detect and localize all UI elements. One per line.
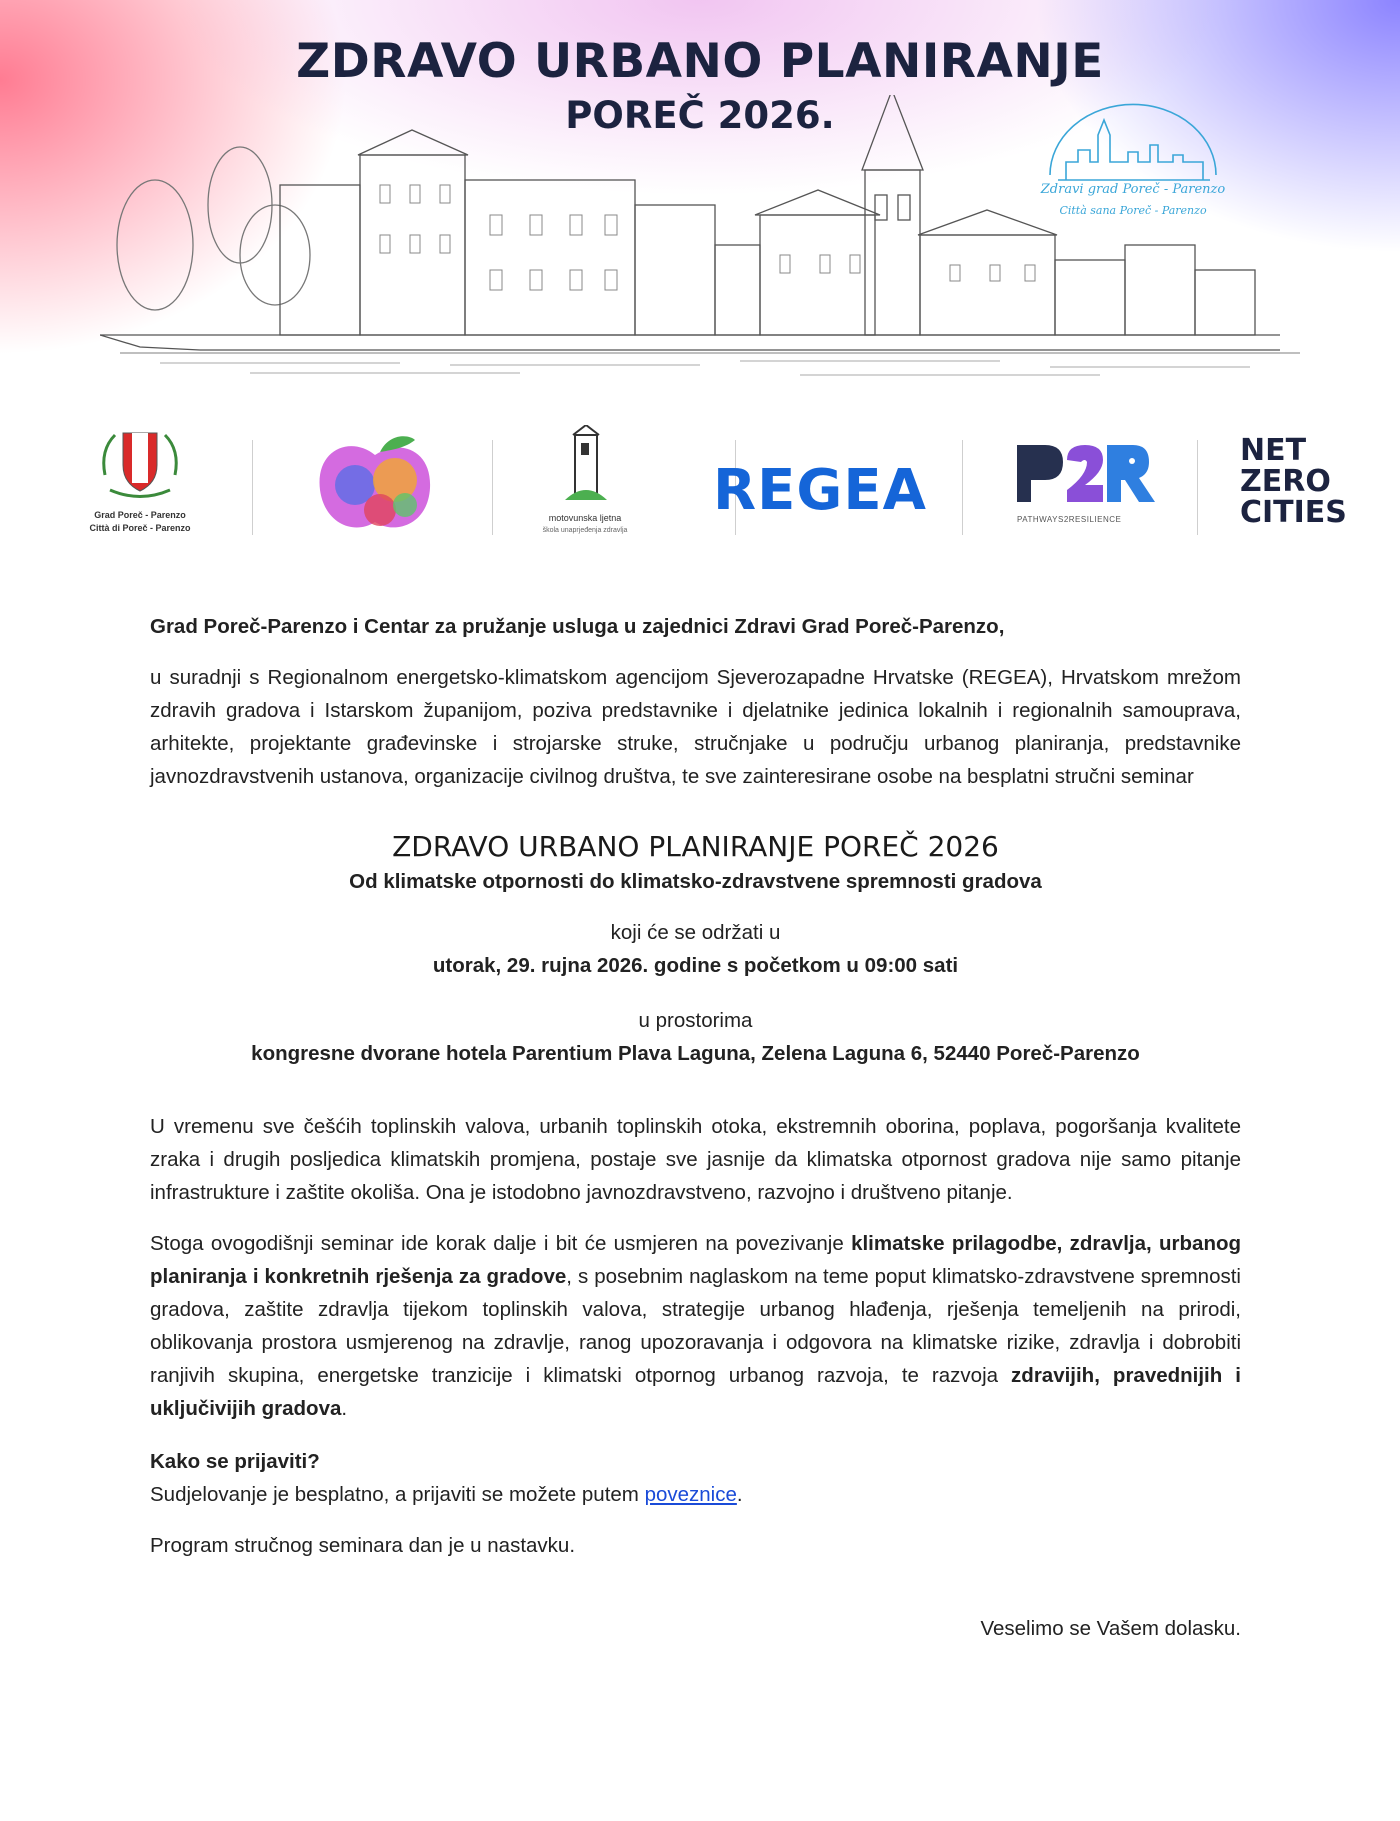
badge-caption-croatian: Zdravi grad Poreč - Parenzo: [1040, 182, 1226, 197]
banner-subtitle: POREČ 2026.: [565, 94, 835, 137]
partner-logos: [0, 425, 1400, 545]
net-zero-cities-logo: [1240, 435, 1347, 528]
focus-text-2: , s posebnim naglaskom na teme poput klimatsko-zdravstvene spremnosti gradova, zaštite zdravlja tijekom toplinskih valova, strategije urbanog hlađenja, rješenja temeljenih na prirodi, oblikovanja prostora usmjerenog na zdravlje, ranog upozoravanja i odgovora na klimatske rizike, zdravlja i dobrobiti ranjivih skupina, energetske tranzicije i klimatski otpornog urbanog razvoja, te razvoja: [150, 1265, 1241, 1387]
motovunska-caption-1: motovunska ljetna: [548, 513, 622, 523]
registration-link[interactable]: poveznice: [644, 1483, 737, 1506]
nzc-line-1: NET: [1240, 433, 1307, 468]
event-venue: kongresne dvorane hotela Parentium Plava Laguna, Zelena Laguna 6, 52440 Poreč-Parenzo: [251, 1042, 1140, 1065]
intro-text: Grad Poreč-Parenzo i Centar za pružanje usluga u zajednici Zdravi Grad Poreč-Parenzo,: [150, 615, 1005, 638]
invite-paragraph: u suradnji s Regionalnom energetsko-klimatskom agencijom Sjeverozapadne Hrvatske (REGEA), Hrvatskom mrežom zdravih gradova i Istarskom županijom, poziva predstavnike i djelatnike jedinica lokalnih i regionalnih samouprava, arhitekte, projektante građevinske i strojarske struke, stručnjake u području urbanog planiranja, predstavnike javnozdravstvenih ustanova, organizacije civilnog društva, te sve zainteresirane osobe na besplatni stručni seminar: [150, 666, 1241, 788]
invitation-body: [150, 610, 1241, 1645]
logo-divider: [1197, 440, 1198, 535]
banner-title: ZDRAVO URBANO PLANIRANJE: [296, 34, 1104, 89]
seminar-subtitle: Od klimatske otpornosti do klimatsko-zdravstvene spremnosti gradova: [349, 870, 1042, 893]
grad-porec-caption-1: Grad Poreč - Parenzo: [94, 510, 186, 520]
motovunska-logo: [525, 425, 645, 545]
logo-divider: [252, 440, 253, 535]
seminar-title: ZDRAVO URBANO PLANIRANJE POREČ 2026: [392, 830, 999, 863]
healthy-apple-logo: [310, 425, 440, 545]
how-to-apply-heading: Kako se prijaviti?: [150, 1450, 320, 1473]
logo-divider: [962, 440, 963, 535]
grad-porec-caption-2: Città di Poreč - Parenzo: [89, 523, 191, 533]
how-to-apply-text: [150, 1478, 1241, 1511]
program-note: Program stručnog seminara dan je u nastavku.: [150, 1534, 576, 1557]
p2r-caption: PATHWAYS2RESILIENCE: [1017, 515, 1122, 524]
coat-of-arms-icon: [70, 425, 210, 505]
focus-topics-bold: klimatske prilagodbe, zdravlja, urbanog planiranja i konkretnih rješenja za gradove: [150, 1232, 1242, 1288]
motovunska-caption-2: škola unaprjeđenja zdravlja: [542, 527, 628, 534]
grad-porec-logo: [70, 425, 210, 545]
tower-icon: [525, 425, 645, 510]
how-to-apply-sentence: Sudjelovanje je besplatno, a prijaviti se možete putem: [150, 1483, 645, 1506]
held-intro: koji će se održati u: [610, 921, 781, 944]
nzc-line-3: CITIES: [1240, 495, 1347, 530]
regea-logo: [700, 425, 940, 545]
header-banner: [0, 0, 1400, 560]
focus-goal-bold: zdravijih, pravednijih i uključivijih gradova: [150, 1364, 1241, 1420]
nzc-line-2: ZERO: [1240, 464, 1331, 499]
event-date: utorak, 29. rujna 2026. godine s početkom u 09:00 sati: [432, 954, 959, 977]
context-paragraph: U vremenu sve češćih toplinskih valova, urbanih toplinskih otoka, ekstremnih oborina, poplava, pogoršanja kvalitete zraka i drugih posljedica klimatskih promjena, postaje sve jasnije da klimatska otpornost gradova nije samo pitanje infrastrukture i zaštite okoliša. Ona je istodobno javnozdravstveno, razvojno i društveno pitanje.: [150, 1115, 1241, 1204]
regea-wordmark: REGEA: [713, 458, 927, 523]
focus-paragraph: [150, 1227, 1241, 1425]
closing-line: Veselimo se Vašem dolasku.: [980, 1617, 1241, 1640]
apple-icon: [310, 430, 440, 540]
p2r-mark-icon: [1015, 440, 1165, 525]
p2r-logo: [1015, 425, 1165, 545]
badge-caption-italian: Città sana Poreč - Parenzo: [1059, 204, 1207, 217]
focus-text-end: .: [341, 1397, 348, 1420]
how-to-apply-end: .: [736, 1483, 743, 1506]
venue-intro: u prostorima: [638, 1009, 753, 1032]
focus-text-1: Stoga ovogodišnji seminar ide korak dalje i bit će usmjeren na povezivanje: [150, 1232, 852, 1255]
logo-divider: [492, 440, 493, 535]
